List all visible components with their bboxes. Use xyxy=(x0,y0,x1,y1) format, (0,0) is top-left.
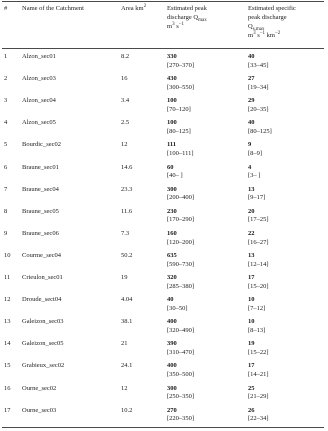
header-rule xyxy=(2,48,324,49)
peak-discharge-value: 400 xyxy=(167,362,177,370)
catchment-name: Droude_sect04 xyxy=(22,296,62,304)
peak-discharge-cell xyxy=(167,296,188,314)
specific-discharge-value: 25 xyxy=(248,384,255,392)
row-number: 17 xyxy=(4,406,11,414)
peak-discharge-range: [350–500] xyxy=(167,371,195,379)
peak-discharge-range: [320–490] xyxy=(167,326,195,334)
catchment-area: 24.1 xyxy=(121,362,133,370)
header-estimated-specific-peak-discharge: Estimated specific peak discharge $Q_{s,max}$ $m^3$ $s^{-1}$ $km^{-2}$ xyxy=(248,5,296,39)
catchment-area: 10.2 xyxy=(121,406,133,414)
row-number: 10 xyxy=(4,251,11,259)
catchment-name: Bourdic_sec02 xyxy=(22,141,61,149)
row-number: 4 xyxy=(4,119,8,127)
peak-discharge-value: 40 xyxy=(167,296,174,304)
catchment-name: Ourne_sec02 xyxy=(22,384,57,392)
specific-discharge-range: [12–14] xyxy=(248,260,269,268)
peak-discharge-cell xyxy=(167,362,194,380)
peak-discharge-value: 430 xyxy=(167,75,177,83)
table-row xyxy=(0,141,328,165)
row-number: 9 xyxy=(4,229,8,237)
peak-discharge-cell xyxy=(167,318,194,336)
row-number: 11 xyxy=(4,274,11,281)
peak-discharge-cell xyxy=(167,340,194,358)
table-row xyxy=(0,97,328,121)
specific-discharge-cell xyxy=(248,230,269,248)
specific-discharge-range: [7–12] xyxy=(248,304,266,312)
catchment-name: Galeizon_sec03 xyxy=(22,318,64,326)
catchment-area: 21 xyxy=(121,340,128,348)
specific-discharge-range: [3– ] xyxy=(248,172,261,180)
peak-discharge-value: 160 xyxy=(167,229,177,237)
catchment-area: 11.6 xyxy=(121,207,133,215)
catchment-area: 14.6 xyxy=(121,163,133,171)
specific-discharge-value: 17 xyxy=(248,362,255,370)
peak-discharge-range: [300–550] xyxy=(167,83,195,91)
specific-discharge-value: 10 xyxy=(248,296,255,304)
row-number: 5 xyxy=(4,141,8,149)
catchment-name: Grabieux_sec02 xyxy=(22,362,65,370)
specific-discharge-value: 17 xyxy=(248,274,255,281)
specific-discharge-cell xyxy=(248,407,269,425)
specific-discharge-range: [8–9] xyxy=(248,150,263,158)
specific-discharge-cell xyxy=(248,274,269,292)
specific-discharge-range: [22–34] xyxy=(248,415,269,423)
catchment-area: 50.2 xyxy=(121,251,133,259)
catchment-name: Courme_sec04 xyxy=(22,251,61,259)
peak-discharge-cell xyxy=(167,186,194,204)
specific-discharge-range: [19–34] xyxy=(248,83,269,91)
catchment-area: 12 xyxy=(121,384,128,392)
header-estimated-peak-discharge: Estimated peak discharge $Q_{max}$ $m^3$ $s^{-1}$ xyxy=(167,5,207,30)
row-number: 16 xyxy=(4,384,11,392)
table-bottom-rule xyxy=(2,427,324,428)
table-row xyxy=(0,318,328,342)
table-row xyxy=(0,296,328,320)
catchment-area: 19 xyxy=(121,274,128,281)
table-top-rule xyxy=(2,1,324,2)
peak-discharge-value: 635 xyxy=(167,251,177,259)
specific-discharge-range: [8–13] xyxy=(248,326,266,334)
specific-discharge-value: 10 xyxy=(248,318,255,326)
table-row xyxy=(0,119,328,143)
catchment-area: 16 xyxy=(121,75,128,83)
catchment-area: 2.5 xyxy=(121,119,130,127)
peak-discharge-range: [40– ] xyxy=(167,172,183,180)
specific-discharge-value: 13 xyxy=(248,185,255,193)
peak-discharge-value: 390 xyxy=(167,340,177,348)
row-number: 8 xyxy=(4,207,8,215)
specific-discharge-value: 29 xyxy=(248,97,255,105)
specific-discharge-value: 40 xyxy=(248,53,255,60)
catchment-name: Ourne_sec03 xyxy=(22,406,57,414)
peak-discharge-range: [30–50] xyxy=(167,304,188,312)
specific-discharge-cell xyxy=(248,340,269,358)
table-row xyxy=(0,186,328,210)
table-row xyxy=(0,53,328,77)
peak-discharge-cell xyxy=(167,252,194,270)
table-row xyxy=(0,340,328,364)
peak-discharge-range: [70–120] xyxy=(167,105,191,113)
peak-discharge-value: 100 xyxy=(167,97,177,105)
catchment-area: 23.3 xyxy=(121,185,133,193)
catchment-name: Alzon_sec04 xyxy=(22,97,56,105)
peak-discharge-cell xyxy=(167,53,194,71)
table-row xyxy=(0,164,328,188)
header-number: # xyxy=(4,5,8,12)
catchment-name: Galeizon_sec05 xyxy=(22,340,64,348)
catchment-area: 38.1 xyxy=(121,318,133,326)
specific-discharge-value: 19 xyxy=(248,340,255,348)
specific-discharge-range: [16–27] xyxy=(248,238,269,246)
row-number: 6 xyxy=(4,163,8,171)
peak-discharge-value: 230 xyxy=(167,207,177,215)
specific-discharge-range: [21–29] xyxy=(248,393,269,401)
row-number: 15 xyxy=(4,362,11,370)
specific-discharge-range: [15–22] xyxy=(248,349,269,357)
peak-discharge-range: [220–350] xyxy=(167,415,195,423)
peak-discharge-range: [250–350] xyxy=(167,393,195,401)
peak-discharge-value: 300 xyxy=(167,185,177,193)
specific-discharge-cell xyxy=(248,252,269,270)
catchment-area: 3.4 xyxy=(121,97,130,105)
catchment-name: Braune_sec04 xyxy=(22,185,59,193)
peak-discharge-cell xyxy=(167,97,191,115)
catchment-name: Alzon_sec05 xyxy=(22,119,56,127)
row-number: 2 xyxy=(4,75,8,83)
specific-discharge-cell xyxy=(248,208,269,226)
specific-discharge-cell xyxy=(248,296,265,314)
peak-discharge-value: 60 xyxy=(167,163,174,171)
specific-discharge-cell xyxy=(248,362,269,380)
table-row xyxy=(0,274,328,298)
row-number: 12 xyxy=(4,296,11,304)
catchment-name: Braune_sec06 xyxy=(22,229,59,237)
table-row xyxy=(0,208,328,232)
peak-discharge-value: 270 xyxy=(167,406,177,414)
peak-discharge-cell xyxy=(167,75,194,93)
header-area: Area $km^2$ xyxy=(121,4,147,12)
specific-discharge-cell xyxy=(248,318,265,336)
row-number: 7 xyxy=(4,185,8,193)
peak-discharge-cell xyxy=(167,141,194,159)
catchment-name: Alzon_sec03 xyxy=(22,75,56,83)
specific-discharge-range: [17–25] xyxy=(248,216,269,224)
catchment-name: Braune_sec01 xyxy=(22,163,59,171)
peak-discharge-range: [285–380] xyxy=(167,282,195,290)
specific-discharge-value: 26 xyxy=(248,406,255,414)
specific-discharge-cell xyxy=(248,141,262,159)
peak-discharge-value: 400 xyxy=(167,318,177,326)
catchment-name: Alzon_sec01 xyxy=(22,53,56,60)
peak-discharge-range: [80–125] xyxy=(167,128,191,136)
specific-discharge-range: [14–21] xyxy=(248,371,269,379)
specific-discharge-cell xyxy=(248,385,269,403)
catchment-area: 4.04 xyxy=(121,296,133,304)
peak-discharge-cell xyxy=(167,208,194,226)
peak-discharge-value: 330 xyxy=(167,53,177,60)
peak-discharge-cell xyxy=(167,274,194,292)
specific-discharge-value: 40 xyxy=(248,119,255,127)
peak-discharge-cell xyxy=(167,230,194,248)
table-row xyxy=(0,362,328,386)
specific-discharge-cell xyxy=(248,75,269,93)
peak-discharge-range: [100–111] xyxy=(167,150,194,158)
row-number: 3 xyxy=(4,97,8,105)
peak-discharge-range: [170–290] xyxy=(167,216,195,224)
peak-discharge-range: [270–370] xyxy=(167,61,195,69)
table-row xyxy=(0,252,328,276)
peak-discharge-value: 100 xyxy=(167,119,177,127)
peak-discharge-cell xyxy=(167,119,191,137)
catchment-area: 12 xyxy=(121,141,128,149)
specific-discharge-value: 20 xyxy=(248,207,255,215)
peak-discharge-value: 320 xyxy=(167,274,177,281)
catchment-name: Crieulon_sec01 xyxy=(22,274,63,281)
catchment-area: 8.2 xyxy=(121,53,130,60)
table-row xyxy=(0,75,328,99)
peak-discharge-value: 300 xyxy=(167,384,177,392)
peak-discharge-range: [590–730] xyxy=(167,260,195,268)
specific-discharge-range: [20–35] xyxy=(248,105,269,113)
specific-discharge-range: [15–20] xyxy=(248,282,269,290)
specific-discharge-value: 22 xyxy=(248,229,255,237)
specific-discharge-cell xyxy=(248,119,272,137)
specific-discharge-range: [80–125] xyxy=(248,128,272,136)
row-number: 1 xyxy=(4,53,8,60)
peak-discharge-cell xyxy=(167,164,183,182)
catchment-area: 7.3 xyxy=(121,229,130,237)
specific-discharge-range: [33–45] xyxy=(248,61,269,69)
peak-discharge-value: 111 xyxy=(167,141,177,149)
peak-discharge-range: [120–200] xyxy=(167,238,195,246)
specific-discharge-value: 27 xyxy=(248,75,255,83)
specific-discharge-range: [9–17] xyxy=(248,194,266,202)
header-catchment-name: Name of the Catchment xyxy=(22,5,84,12)
table-row xyxy=(0,230,328,254)
specific-discharge-value: 13 xyxy=(248,251,255,259)
table-row xyxy=(0,385,328,409)
peak-discharge-range: [200–400] xyxy=(167,194,195,202)
specific-discharge-cell xyxy=(248,164,260,182)
specific-discharge-cell xyxy=(248,97,269,115)
specific-discharge-value: 9 xyxy=(248,141,252,149)
specific-discharge-cell xyxy=(248,53,269,71)
catchment-name: Braune_sec05 xyxy=(22,207,59,215)
peak-discharge-range: [310–470] xyxy=(167,349,195,357)
row-number: 13 xyxy=(4,318,11,326)
specific-discharge-value: 4 xyxy=(248,163,252,171)
peak-discharge-cell xyxy=(167,407,194,425)
specific-discharge-cell xyxy=(248,186,265,204)
peak-discharge-cell xyxy=(167,385,194,403)
row-number: 14 xyxy=(4,340,11,348)
